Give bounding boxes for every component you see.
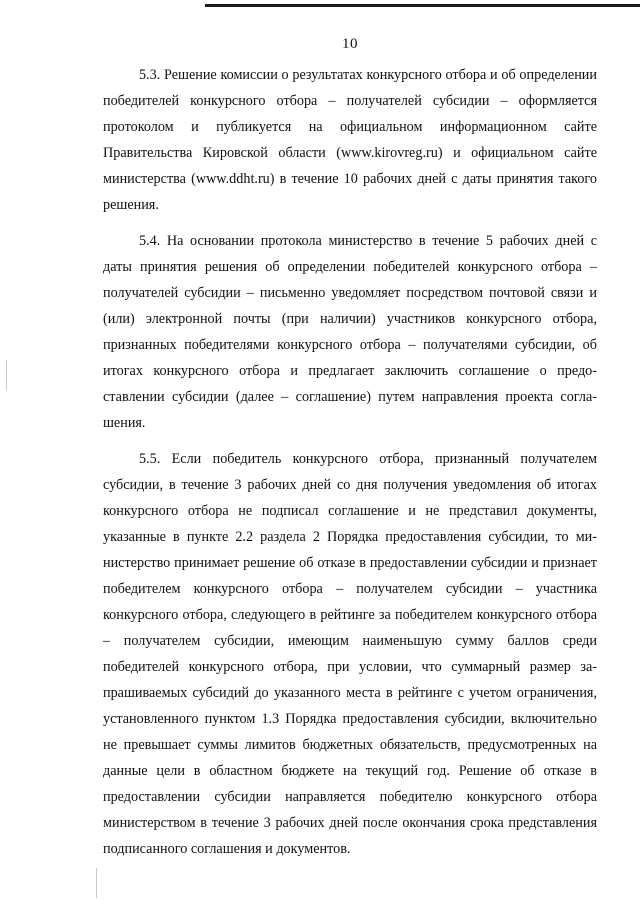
- scan-margin-mark: [6, 360, 7, 390]
- scan-top-rule: [205, 4, 640, 7]
- scan-margin-mark: [96, 868, 97, 898]
- paragraph-5-4: 5.4. На основании протокола министерство в течение 5 рабочих дней с даты принятия решения об определении победителей конкурсного отбора – получателей субсидии – письменно уведомляет посредством почтовой связи и (или) электронной почты (при наличии) участников конкурсного отбора, признанных победителями конкурсного отбора – получателями субсидии, об итогах конкурсного отбора и предлагает заключить соглашение о предоставлении субсидии (далее – соглашение) путем направления проекта соглашения.: [103, 233, 597, 431]
- page-number: 10: [342, 36, 358, 52]
- paragraph-5-3: 5.3. Решение комиссии о результатах конкурсного отбора и об определении победителей конкурсного отбора – получателей субсидии – оформляется протоколом и публикуется на официальном информационном сайте Правительства Кировской области (www.kirovreg.ru) и официальном сайте министерства (www.ddht.ru) в течение 10 рабочих дней с даты принятия такого решения.: [103, 67, 597, 213]
- paragraph-5-5: 5.5. Если победитель конкурсного отбора, признанный получателем субсидии, в течение 3 рабочих дней со дня получения уведомления об итогах конкурсного отбора не подписал соглашение и не представил документы, указанные в пункте 2.2 раздела 2 Порядка предоставления субсидии, то министерство принимает решение об отказе в предоставлении субсидии и признает победителем конкурсного отбора – получателем субсидии – участника конкурсного отбора, следующего в рейтинге за победителем конкурсного отбора – получателем субсидии, имеющим наименьшую сумму баллов среди победителей конкурсного отбора, при условии, что суммарный размер запрашиваемых субсидий до указанного места в рейтинге с учетом ограничения, установленного пунктом 1.3 Порядка предоставления субсидии, включительно не превышает суммы лимитов бюджетных обязательств, предусмотренных на данные цели в областном бюджете на текущий год. Решение об отказе в предоставлении субсидии направляется победителю конкурсного отбора министерством в течение 3 рабочих дней после окончания срока представления подписанного соглашения и документов.: [103, 451, 597, 857]
- document-body: [103, 62, 597, 872]
